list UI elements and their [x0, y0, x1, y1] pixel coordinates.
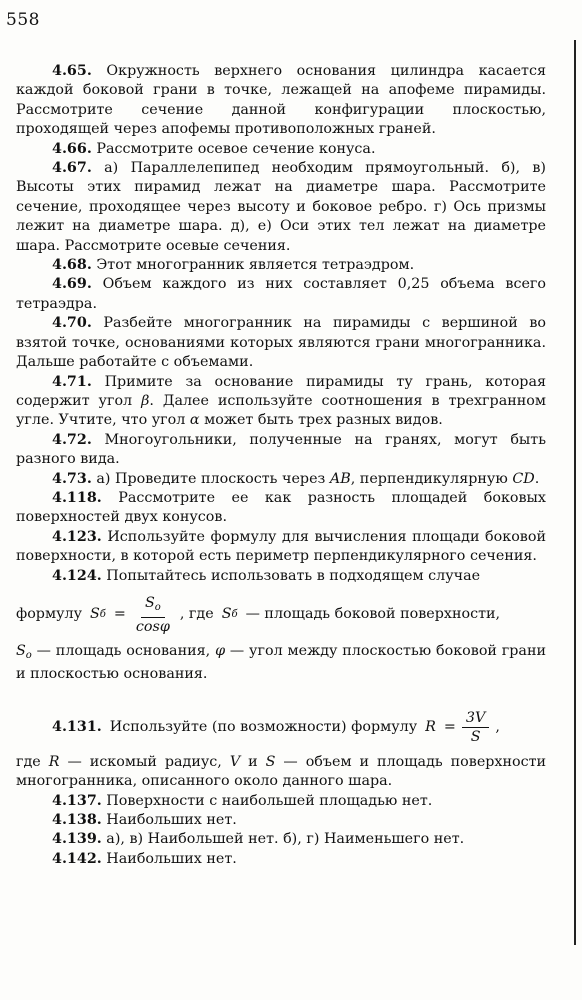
answer-4-142 — [16, 850, 546, 869]
answer-text: Окружность верхнего основания цилиндра касается каждой боковой грани в точке, лежащей на апофеме пирамиды. Рассмотрите сечение данной конфигурации плоскостью, проходящей через апофемы противоположных граней. — [16, 63, 546, 138]
description-base: — площадь основания, — [36, 642, 211, 659]
answer-text: Наибольших нет. — [106, 812, 237, 828]
answer-number: 4.137. — [52, 792, 102, 809]
denominator: cosφ — [135, 618, 170, 635]
answer-4-73 — [16, 470, 546, 489]
answer-text: Этот многогранник является тетраэдром. — [96, 257, 415, 274]
answer-number: 4.142. — [52, 850, 102, 867]
formula-suffix: , где — [179, 606, 214, 623]
answer-number: 4.73. — [52, 470, 92, 487]
symbol-s: S — [89, 606, 100, 623]
page-number: 558 — [6, 10, 40, 30]
answers-text — [16, 62, 546, 869]
answer-text: Наибольших нет. — [106, 850, 237, 867]
answer-4-123 — [16, 528, 546, 567]
answer-4-67 — [16, 159, 546, 256]
answer-text: . — [534, 470, 540, 487]
symbol-phi: φ — [215, 642, 226, 659]
symbol-beta: β — [141, 392, 150, 409]
answer-number: 4.68. — [52, 257, 92, 274]
answer-text: Используйте (по возможности) формулу — [109, 719, 418, 736]
answer-4-70 — [16, 314, 546, 372]
answer-4-124-continued — [16, 642, 546, 685]
answer-text: может быть трех разных видов. — [204, 412, 443, 429]
answer-4-118 — [16, 489, 546, 528]
answer-text: а) Проведите плоскость через — [96, 470, 326, 487]
equals-sign: = — [443, 719, 456, 736]
answer-number: 4.65. — [52, 63, 92, 79]
subscript-b: б — [99, 609, 106, 621]
subscript-o: o — [25, 649, 32, 661]
answer-number: 4.124. — [52, 567, 102, 584]
answer-4-66 — [16, 140, 546, 159]
answer-4-68 — [16, 256, 546, 275]
symbol-r: R — [48, 753, 60, 770]
answer-number: 4.123. — [52, 528, 102, 545]
answer-text: Попытайтесь использовать в подходящем случае — [106, 567, 481, 584]
fraction — [132, 594, 174, 636]
answer-4-69 — [16, 275, 546, 314]
answer-4-139 — [16, 830, 546, 849]
subscript-b: б — [231, 609, 238, 621]
formula-prefix: формулу — [16, 606, 82, 623]
answer-number: 4.70. — [52, 315, 92, 332]
answer-text: Многоугольники, полученные на гранях, могут быть разного вида. — [16, 431, 546, 468]
symbol-alpha: α — [189, 412, 200, 429]
symbol-s: S — [265, 753, 276, 770]
numerator: 3V — [462, 709, 489, 728]
answer-4-138 — [16, 811, 546, 830]
answer-number: 4.67. — [52, 160, 92, 177]
denominator: S — [470, 729, 481, 746]
answer-text: . Далее используйте соотношения в трехгранном угле. Учтите, что угол — [16, 392, 547, 429]
answer-4-137 — [16, 792, 546, 811]
answer-text: а) Параллелепипед необходим прямоугольный. б), в) Высоты этих пирамид лежат на диаметре шара. Рассмотрите сечение, проходящее через высоту и боковое ребро. г) Ось призмы лежит на диаметре шара. д), е) Оси этих тел лежат на диаметре шара. Рассмотрите осевые сечения. — [16, 160, 547, 254]
answer-text: Разбейте многогранник на пирамиды с вершиной во взятой точке, основаниями которых являются грани многогранника. Дальше работайте с объемами. — [16, 315, 546, 371]
equals-sign: = — [113, 606, 126, 623]
answer-text: Объем каждого из них составляет 0,25 объема всего тетраэдра. — [16, 276, 547, 312]
segment-ab: AB — [329, 470, 351, 487]
answer-text: , перпендикулярную — [350, 470, 508, 487]
answer-4-72 — [16, 431, 546, 470]
answer-text: Рассмотрите осевое сечение конуса. — [96, 140, 376, 157]
answer-text: и — [248, 753, 258, 770]
answer-text: Поверхности с наибольшей площадью нет. — [106, 792, 433, 809]
answer-text: Примите за основание пирамиды ту грань, которая содержит угол — [16, 373, 547, 409]
answer-4-65 — [16, 62, 546, 140]
numerator-s: S — [144, 594, 155, 611]
right-margin-rule — [574, 40, 576, 945]
answer-number: 4.118. — [52, 489, 102, 506]
segment-cd: CD — [512, 470, 535, 487]
fraction — [462, 709, 489, 746]
comma: , — [495, 719, 500, 736]
answer-text: а), в) Наибольшей нет. б), г) Наименьшего нет. — [106, 831, 465, 848]
answer-4-71 — [16, 373, 546, 431]
answer-number: 4.66. — [52, 140, 92, 157]
formula-lateral-area — [16, 594, 546, 636]
answer-number: 4.138. — [52, 812, 102, 828]
answer-4-131 — [16, 707, 546, 749]
answer-number: 4.71. — [52, 373, 92, 390]
symbol-r: R — [425, 719, 436, 736]
answer-text: — искомый радиус, — [67, 753, 222, 770]
description-angle: — угол между плоскостью боковой грани и плоскостью основания. — [16, 642, 547, 683]
answer-text: Рассмотрите ее как разность площадей боковых поверхностей двух конусов. — [16, 489, 546, 526]
subscript-o: o — [154, 601, 161, 613]
answer-number: 4.131. — [52, 719, 102, 736]
symbol-v: V — [229, 753, 241, 770]
answer-number: 4.72. — [52, 431, 92, 448]
answer-text: где — [16, 753, 41, 770]
answer-number: 4.69. — [52, 276, 92, 293]
answer-4-124 — [16, 567, 546, 586]
answer-number: 4.139. — [52, 831, 102, 848]
description-lateral: — площадь боковой поверхности, — [245, 606, 501, 623]
answer-text: — объем и площадь поверхности многогранника, описанного около данного шара. — [16, 753, 547, 790]
symbol-s: S — [221, 606, 232, 623]
answer-text: Используйте формулу для вычисления площади боковой поверхности, в которой есть периметр перпендикулярного сечения. — [16, 528, 546, 565]
symbol-s: S — [16, 642, 26, 659]
answer-4-131-continued — [16, 753, 546, 792]
